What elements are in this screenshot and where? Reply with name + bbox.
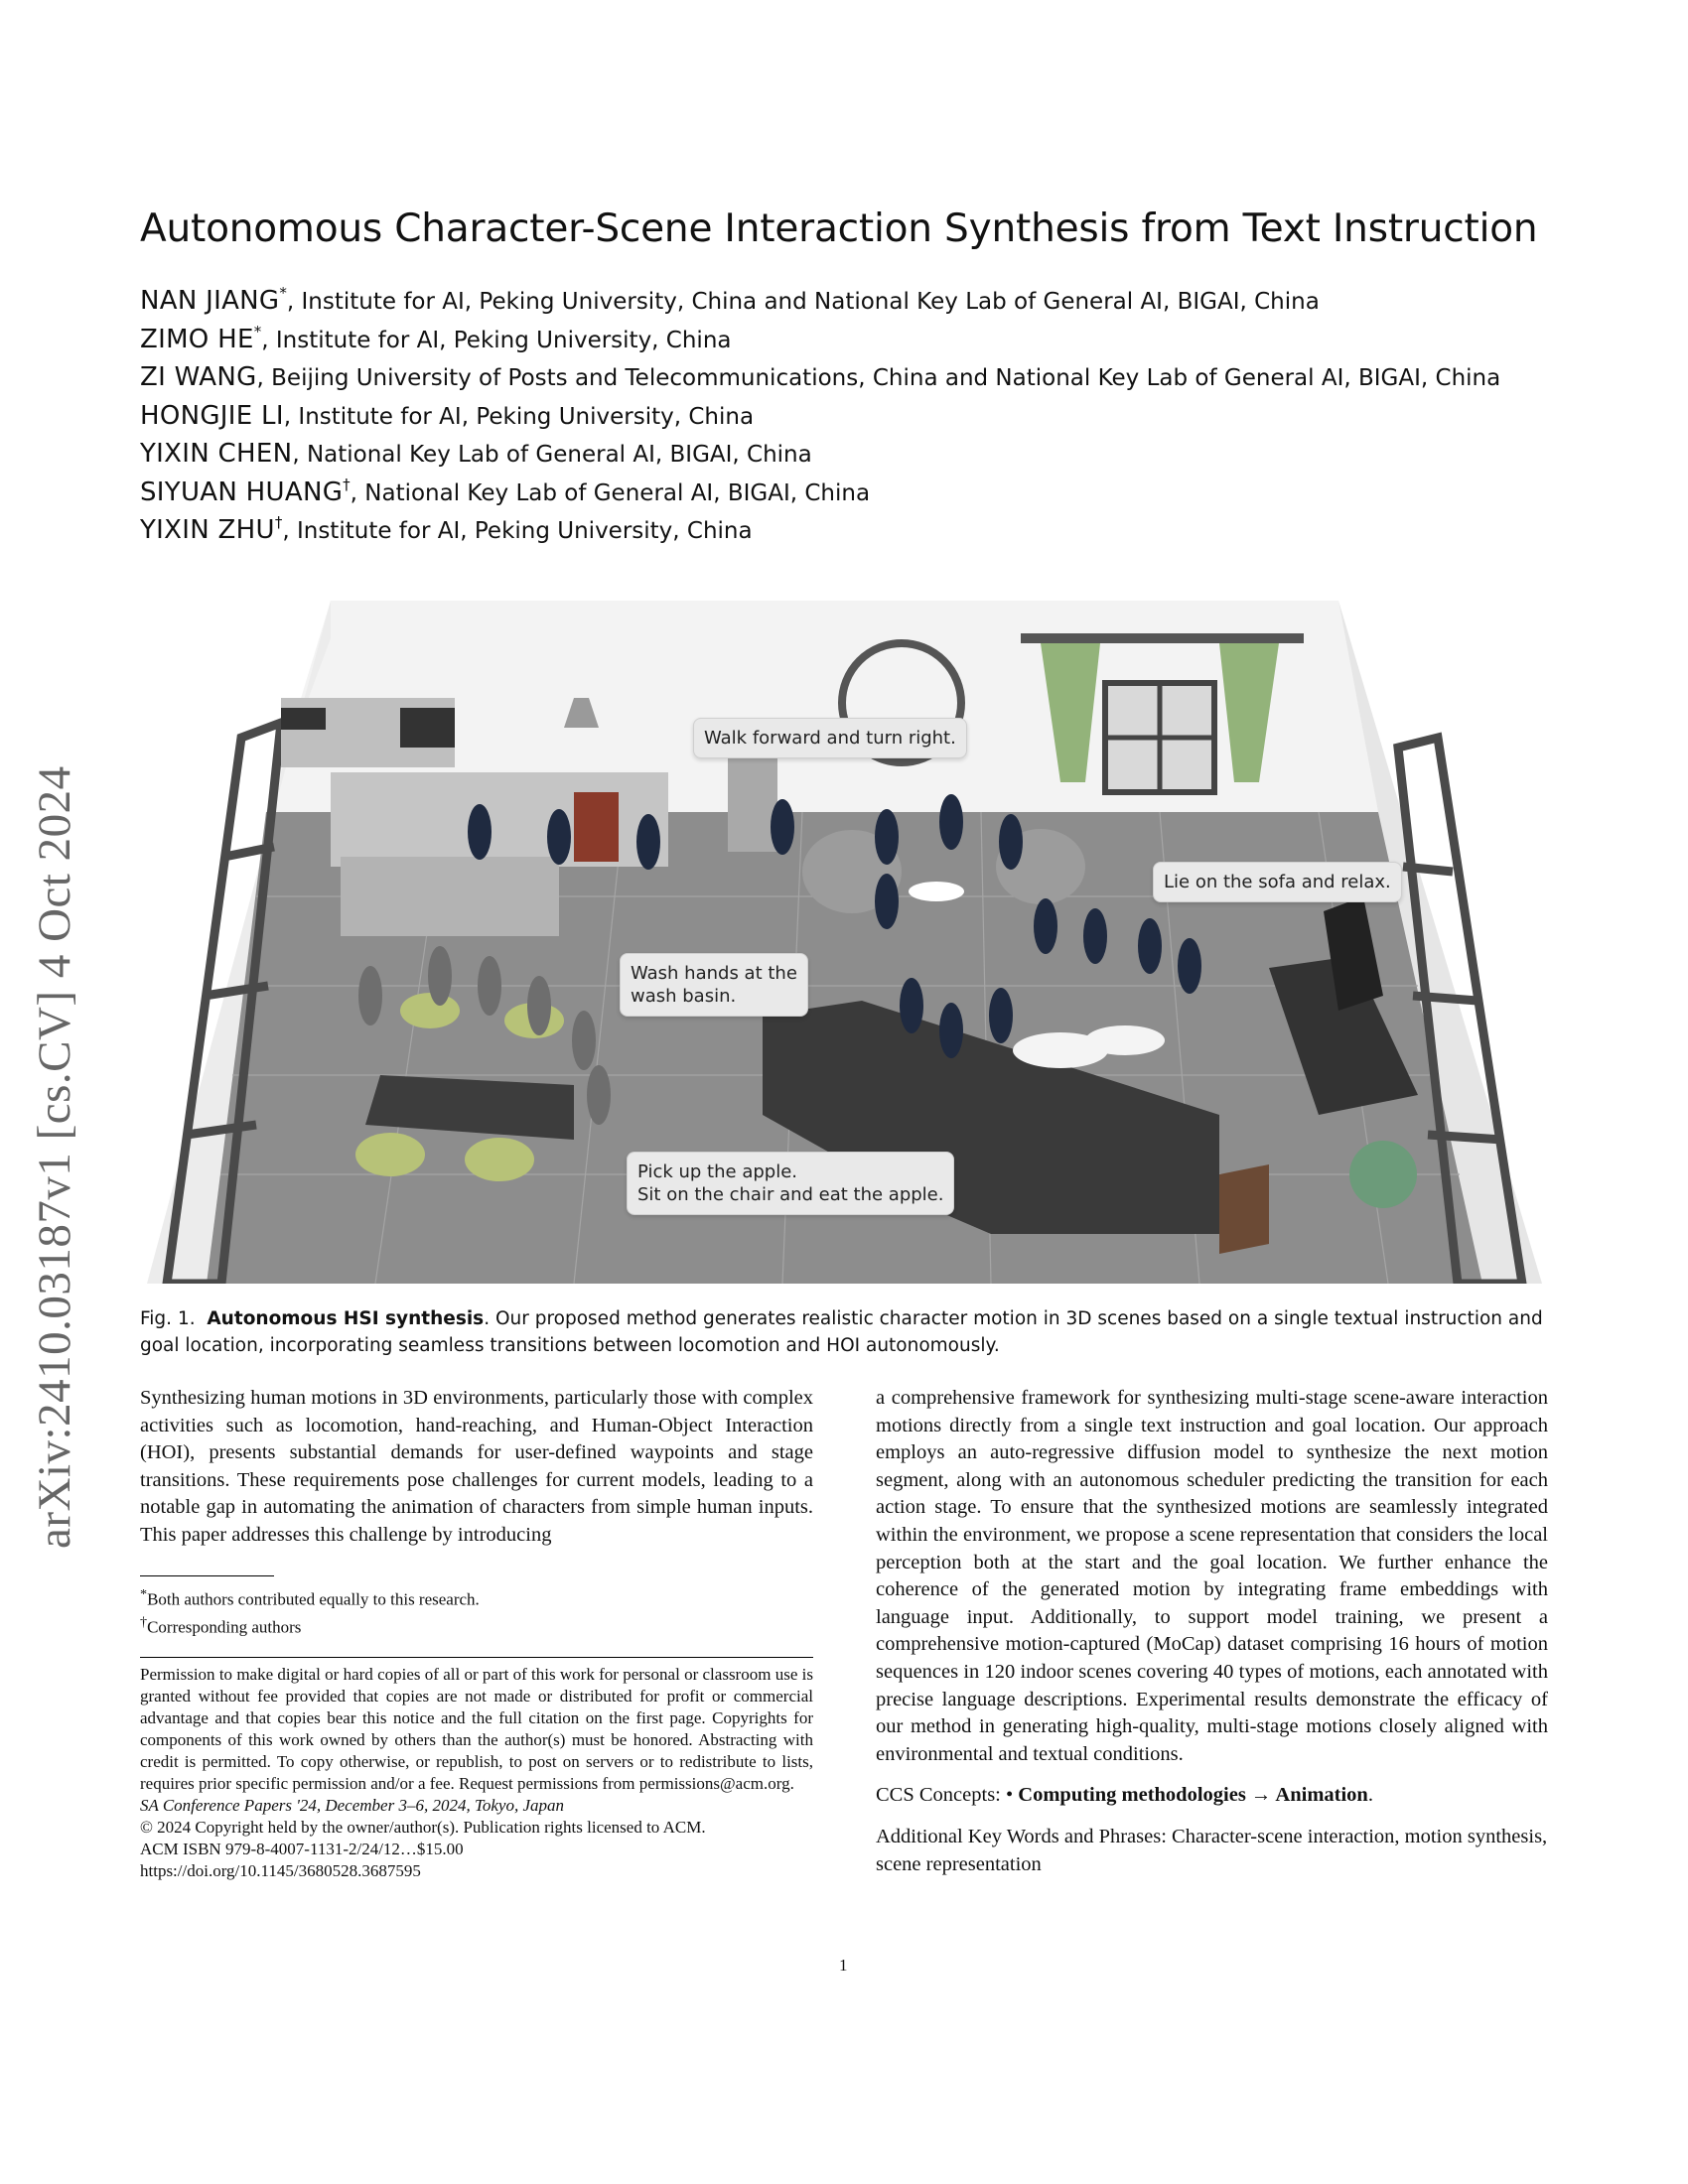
conference-info: SA Conference Papers '24, December 3–6, 2024, Tokyo, Japan — [140, 1796, 564, 1815]
caption-label: Fig. 1. — [140, 1308, 196, 1329]
speech-bubble-pick — [627, 1152, 954, 1215]
author-affiliation: , Beijing University of Posts and Telecommunications, China and National Key Lab of General AI, BIGAI, China — [256, 365, 1501, 391]
sofa-side — [1219, 1164, 1269, 1254]
dining-chair — [400, 993, 460, 1028]
coffee-table — [1085, 1025, 1165, 1055]
author-name: YIXIN ZHU — [140, 515, 275, 545]
teaser-figure — [147, 599, 1542, 1284]
abstract-text: a comprehensive framework for synthesizing multi-stage scene-aware interaction motions directly from a single text instruction and goal location. Our approach employs an auto-regressive diffusion model to synthesize the next motion segment, along with an autonomous scheduler predicting the transition for each action stage. To ensure that the synthesized motions are seamlessly integrated within the environment, we propose a scene representation that considers the local perception both at the start and the goal location. We further enhance the coherence of the generated motion by integrating frame embeddings with language input. Additionally, to support model training, we present a comprehensive motion-captured (MoCap) dataset comprising 16 hours of motion sequences in 120 indoor scenes covering 40 types of motions, each annotated with precise language descriptions. Experimental results demonstrate the efficacy of our method in generating high-quality, multi-stage motions closely aligned with environmental and textual conditions. — [876, 1387, 1548, 1765]
keywords: Additional Key Words and Phrases: Character-scene interaction, motion synthesis, scene representation — [876, 1825, 1548, 1875]
side-table — [909, 882, 964, 901]
bubble-line: wash basin. — [631, 986, 737, 1007]
speech-bubble-walk: Walk forward and turn right. — [693, 718, 967, 758]
author-line — [140, 286, 1500, 325]
author-line — [140, 439, 1500, 478]
author-affiliation: , National Key Lab of General AI, BIGAI, China — [292, 442, 812, 468]
author-list — [140, 286, 1500, 554]
author-line — [140, 362, 1500, 401]
speech-bubble-lie: Lie on the sofa and relax. — [1153, 862, 1402, 902]
potted-plant — [1349, 1141, 1417, 1208]
footnote-equal-contribution: *Both authors contributed equally to this research. — [140, 1586, 480, 1609]
author-affiliation: , Institute for AI, Peking University, China — [261, 327, 732, 353]
author-name: ZIMO HE — [140, 324, 254, 354]
permission-rule — [140, 1657, 813, 1658]
author-mark: * — [279, 284, 287, 302]
arxiv-identifier: arXiv:2410.03187v1 [cs.CV] 4 Oct 2024 — [29, 765, 80, 1549]
figure-caption — [140, 1305, 1548, 1359]
ccs-concepts: CCS Concepts: • Computing methodologies → Animation. — [876, 1784, 1373, 1807]
abstract-column-right — [876, 1385, 1548, 1878]
dining-chair — [355, 1133, 425, 1176]
dining-chair — [465, 1138, 534, 1181]
oven — [574, 792, 619, 862]
doi-link[interactable]: https://doi.org/10.1145/3680528.3687595 — [140, 1861, 421, 1880]
footnotes — [140, 1583, 480, 1638]
author-affiliation: , Institute for AI, Peking University, China and National Key Lab of General AI, BIGAI, China — [286, 289, 1320, 315]
author-name: YIXIN CHEN — [140, 439, 293, 469]
bubble-line: Sit on the chair and eat the apple. — [637, 1184, 944, 1205]
author-mark: † — [274, 513, 283, 531]
abstract-text: Synthesizing human motions in 3D environments, particularly those with complex activities such as locomotion, hand-reaching, and Human-Object Interaction (HOI), presents substantial demands for user-defined waypoints and stage transitions. These requirements pose challenges for current models, leading to a notable gap in automating the animation of characters from simple human inputs. This paper addresses this challenge by introducing — [140, 1387, 813, 1546]
author-name: HONGJIE LI — [140, 400, 284, 431]
author-line — [140, 475, 1500, 516]
author-affiliation: , National Key Lab of General AI, BIGAI, China — [350, 479, 871, 506]
kitchen-island — [341, 857, 559, 936]
author-name: NAN JIANG — [140, 286, 280, 316]
isbn-line: ACM ISBN 979-8-4007-1131-2/24/12…$15.00 — [140, 1840, 464, 1858]
caption-bold: Autonomous HSI synthesis — [207, 1308, 485, 1329]
permission-text: Permission to make digital or hard copies of all or part of this work for personal or classroom use is granted without fee provided that copies are not made or distributed for profit or commercial advantage and that copies bear this notice and the full citation on the first page. Copyrights for components of this work owned by others than the author(s) must be honored. Abstracting with credit is permitted. To copy otherwise, or republish, to post on servers or to redistribute to lists, requires prior specific permission and/or a fee. Request permissions from permissions@acm.org. — [140, 1665, 813, 1793]
author-mark: * — [253, 322, 262, 341]
bubble-line: Pick up the apple. — [637, 1161, 797, 1182]
author-mark: † — [343, 475, 351, 493]
author-line — [140, 401, 1500, 440]
paper-title: Autonomous Character-Scene Interaction Synthesis from Text Instruction — [140, 206, 1538, 251]
author-line — [140, 322, 1500, 363]
speech-bubble-wash — [620, 953, 808, 1017]
abstract-column-left — [140, 1385, 813, 1550]
author-name: SIYUAN HUANG — [140, 477, 344, 507]
footnote-corresponding: †Corresponding authors — [140, 1613, 302, 1637]
author-name: ZI WANG — [140, 362, 257, 392]
fridge — [728, 748, 777, 852]
author-affiliation: , Institute for AI, Peking University, China — [283, 403, 755, 430]
footnote-rule — [140, 1575, 274, 1576]
author-line — [140, 515, 1500, 554]
caption-text: . Our proposed method generates realistic character motion in 3D scenes based on a single textual instruction and goal location, incorporating seamless transitions between locomotion and HOI autonomously. — [140, 1308, 1543, 1356]
permission-block — [140, 1664, 813, 1882]
bubble-line: Wash hands at the — [631, 963, 797, 984]
author-affiliation: , Institute for AI, Peking University, China — [282, 518, 753, 544]
page-number: 1 — [839, 1956, 848, 1975]
copyright-line: © 2024 Copyright held by the owner/author(s). Publication rights licensed to ACM. — [140, 1818, 706, 1837]
